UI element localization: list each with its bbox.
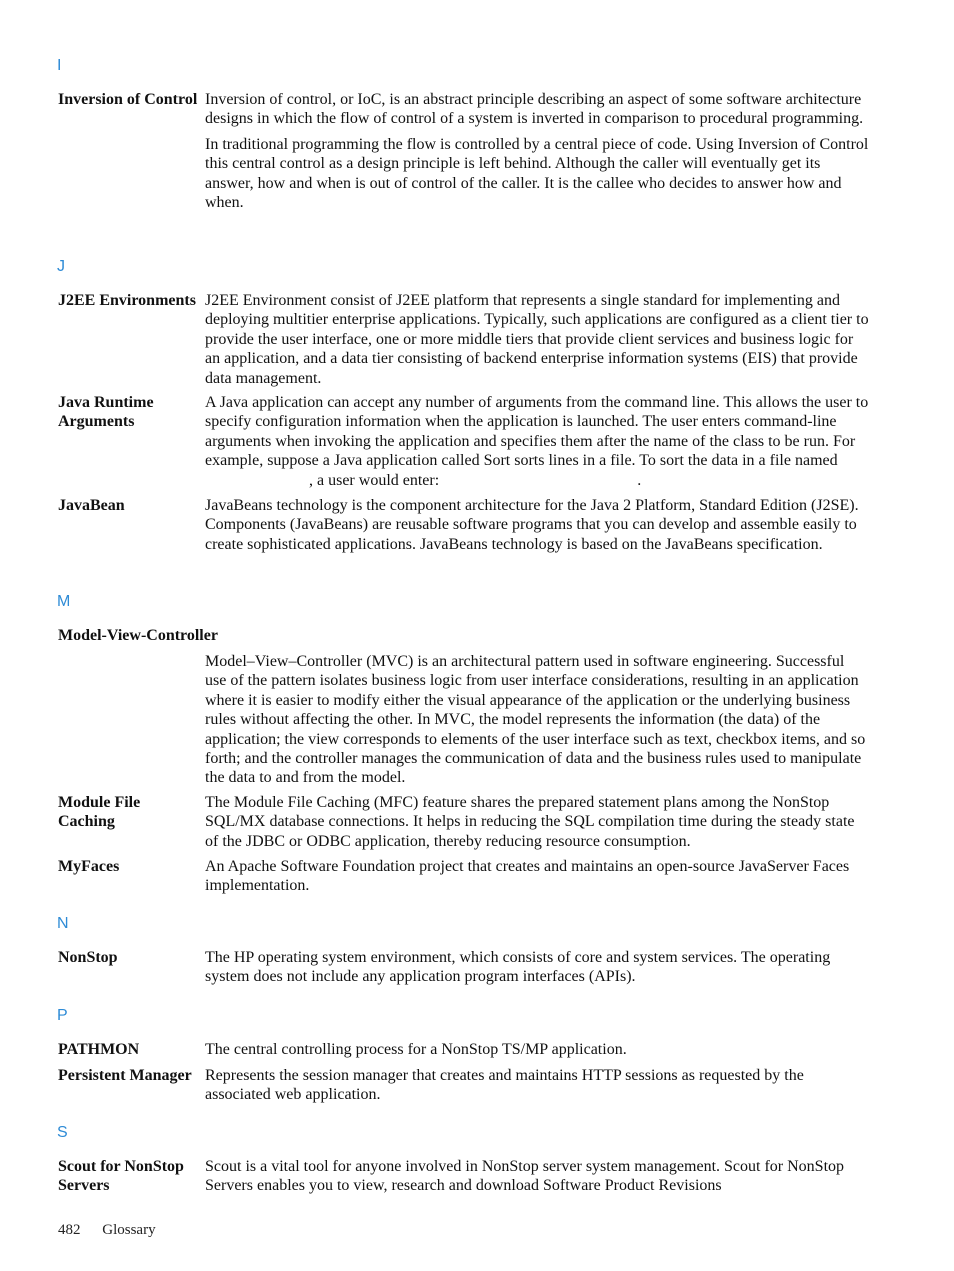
definition-j2ee-environments — [205, 291, 869, 388]
section-letter-p: P — [57, 1007, 68, 1024]
term-java-runtime-arguments: Java Runtime Arguments — [58, 394, 154, 431]
term-model-view-controller: Model-View-Controller — [58, 627, 218, 644]
definition-paragraph: The HP operating system environment, which consists of core and system services. The operating system does not include any application program interfaces (APIs). — [205, 949, 831, 986]
definition-paragraph: Model–View–Controller (MVC) is an architectural pattern used in software engineering. Successful use of the pattern isolates business logic from user interface considerations, resulting in an application where it is easier to modify either the visual appearance of the application or the underlying business rules without affecting the other. In MVC, the model represents the information (the data) of the application; the view corresponds to elements of the user interface such as text, checkbox items, and so forth; and the controller manages the communication of data and the business rules used to manipulate the data to and from the model. — [205, 653, 866, 787]
definition-paragraph: Inversion of control, or IoC, is an abstract principle describing an aspect of some software architecture designs in which the flow of control of a system is inverted in comparison to procedural programming. — [205, 91, 864, 128]
definition-paragraph: The central controlling process for a NonStop TS/MP application. — [205, 1041, 627, 1058]
definition-java-runtime-arguments — [205, 393, 869, 490]
definition-paragraph: In traditional programming the flow is controlled by a central piece of code. Using Inversion of Control this central control as a design principle is left behind. Although the caller will eventually get its answer, how and when is out of control of the caller. It is the callee who decides to answer how and when. — [205, 135, 869, 212]
term-javabean: JavaBean — [58, 497, 125, 514]
definition-model-view-controller — [205, 652, 869, 788]
term-module-file-caching: Module File Caching — [58, 794, 141, 831]
definition-inversion-of-control — [205, 90, 869, 212]
page-number: 482 — [58, 1222, 81, 1238]
definition-scout-for-nonstop-servers — [205, 1157, 869, 1196]
definition-module-file-caching — [205, 793, 869, 851]
definition-paragraph: The Module File Caching (MFC) feature shares the prepared statement plans among the NonStop SQL/MX database connections. It helps in reducing the SQL compilation time during the steady state of the JDBC or ODBC application, thereby reducing resource consumption. — [205, 794, 855, 850]
term-nonstop: NonStop — [58, 949, 118, 966]
footer-section-title: Glossary — [102, 1222, 156, 1238]
term-persistent-manager: Persistent Manager — [58, 1067, 192, 1084]
definition-myfaces — [205, 857, 869, 896]
term-j2ee-environments: J2EE Environments — [58, 292, 196, 309]
term-myfaces: MyFaces — [58, 858, 120, 875]
definition-persistent-manager — [205, 1066, 869, 1105]
section-letter-n: N — [57, 915, 69, 932]
definition-paragraph: Scout is a vital tool for anyone involved in NonStop server system management. Scout for NonStop Servers enables you to view, research and download Software Product Revisions — [205, 1158, 845, 1195]
term-pathmon: PATHMON — [58, 1041, 140, 1058]
definition-paragraph — [205, 393, 869, 490]
section-letter-s: S — [57, 1124, 68, 1141]
definition-paragraph: JavaBeans technology is the component architecture for the Java 2 Platform, Standard Edition (J2SE). Components (JavaBeans) are reusable software programs that you can develop and assemble easily to create sophisticated applications. JavaBeans technology is based on the JavaBeans specification. — [205, 497, 859, 553]
page-footer — [58, 1222, 156, 1239]
section-letter-i: I — [57, 57, 62, 74]
section-letter-j: J — [57, 258, 65, 275]
definition-nonstop — [205, 948, 869, 987]
definition-text-part: . — [637, 471, 642, 489]
definition-javabean — [205, 496, 869, 554]
term-scout-for-nonstop-servers: Scout for NonStop Servers — [58, 1158, 184, 1195]
definition-paragraph: Represents the session manager that creates and maintains HTTP sessions as requested by the associated web application. — [205, 1067, 804, 1104]
section-letter-m: M — [57, 593, 71, 610]
definition-pathmon — [205, 1040, 869, 1059]
definition-paragraph: J2EE Environment consist of J2EE platform that represents a single standard for implementing and deploying multitier enterprise applications. Typically, such applications are configured as a client tier to provide the user interface, one or more middle tiers that provide client services and business logic for an application, and a data tier consisting of backend enterprise information systems (EIS) that provide data management. — [205, 292, 869, 387]
definition-text-part: A Java application can accept any number of arguments from the command line. This allows the user to specify configuration information when the application is launched. The user enters command-line arguments when invoking the application and specifies them after the name of the class to be run. For example, suppose a Java application called Sort sorts lines in a file. To sort the data in a file named — [205, 394, 869, 470]
definition-paragraph: An Apache Software Foundation project that creates and maintains an open-source JavaServer Faces implementation. — [205, 858, 850, 895]
term-inversion-of-control: Inversion of Control — [58, 91, 198, 108]
definition-text-part: , a user would enter: — [309, 471, 440, 489]
